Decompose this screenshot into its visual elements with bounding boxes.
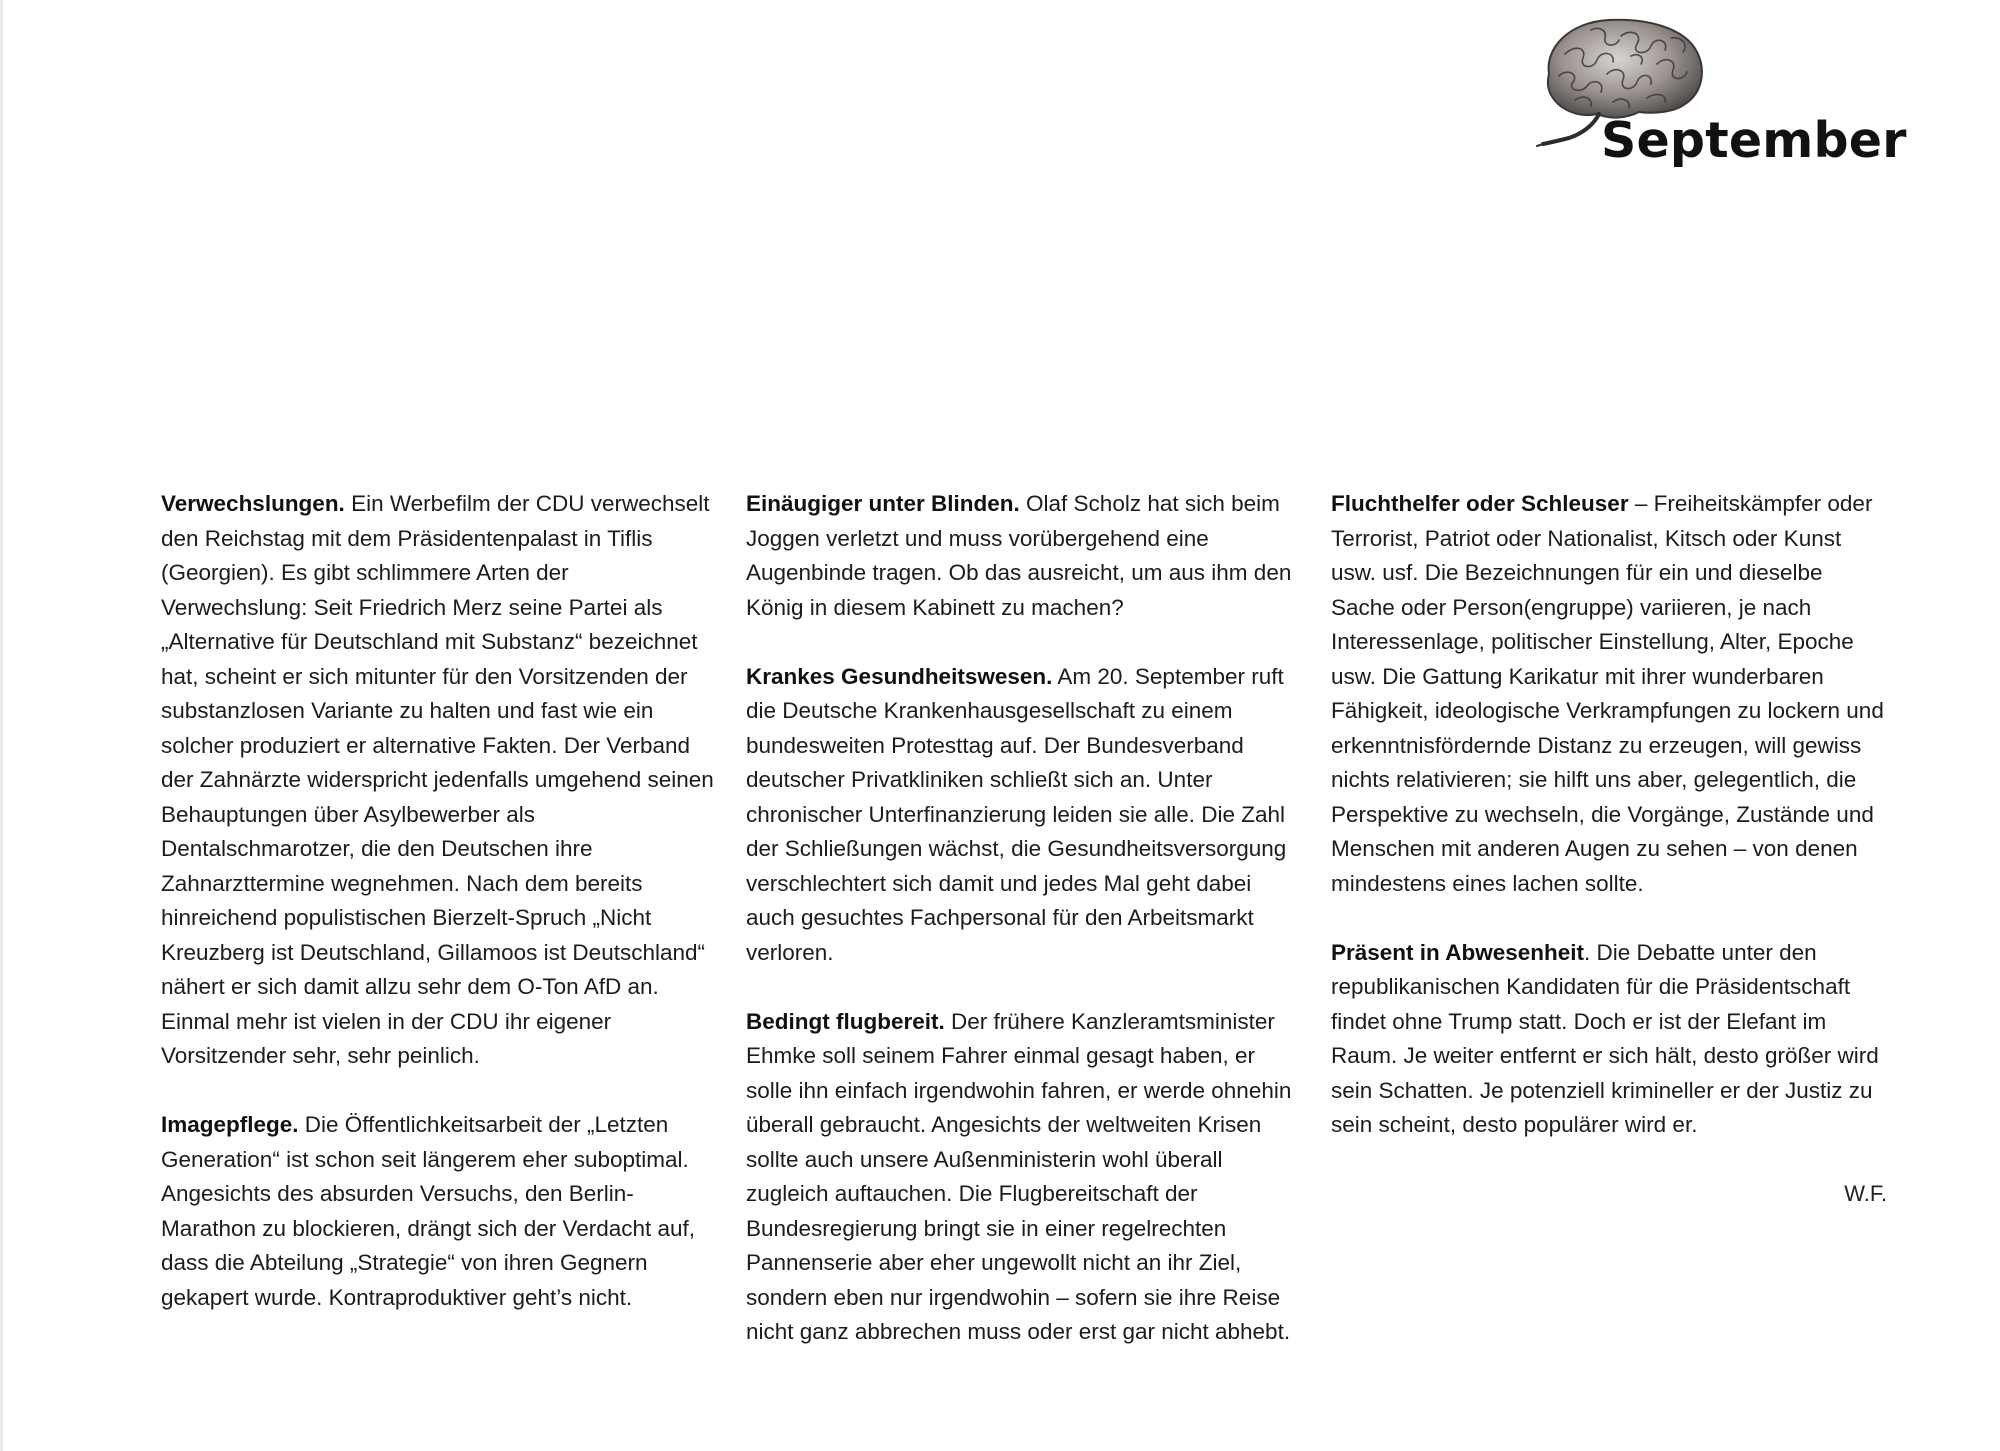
entry-bedingt-flugbereit [746, 1005, 1306, 1350]
entry-fluchthelfer [1331, 487, 1891, 901]
entry-krankes-gesundheitswesen [746, 660, 1306, 971]
entry-body: Ein Werbefilm der CDU verwechselt den Reichstag mit dem Präsidentenpalast in Tiflis (Georgien). Es gibt schlimmere Arten der Verwechslung: Seit Friedrich Merz seine Partei als „Alternative für Deutschland mit Substanz“ bezeichnet hat, scheint er sich mitunter für den Vorsitzenden der substanzlosen Variante zu halten und fast wie ein solcher produziert er alternative Fakten. Der Verband der Zahnärzte widerspricht jedenfalls umgehend seinen Behauptungen über Asylbewerber als Dentalschmarotzer, die den Deutschen ihre Zahnarzttermine wegnehmen. Nach dem bereits hinreichend populistischen Bierzelt-Spruch „Nicht Kreuzberg ist Deutschland, Gillamoos ist Deutschland“ nähert er sich damit allzu sehr dem O-Ton AfD an. Einmal mehr ist vielen in der CDU ihr eigener Vorsitzender sehr, sehr peinlich. [161, 491, 714, 1068]
entry-body: Olaf Scholz hat sich beim Joggen verletzt und muss vorübergehend eine Augenbinde tragen. Ob das ausreicht, um aus ihm den König in diesem Kabinett zu machen? [746, 491, 1292, 620]
entry-einaeugiger [746, 487, 1306, 625]
entry-title: Bedingt flugbereit. [746, 1008, 945, 1034]
entry-praesent-in-abwesenheit [1331, 936, 1891, 1143]
page-edge [0, 0, 3, 1451]
author-signature: W.F. [1844, 1181, 1887, 1206]
page-title: September [1601, 112, 1907, 169]
entry-body: Der frühere Kanzleramtsminister Ehmke soll seinem Fahrer einmal gesagt haben, er solle ihn einfach irgendwohin fahren, er werde ohnehin überall gebraucht. Angesichts der weltweiten Krisen sollte auch unsere Außenministerin wohl überall zugleich auftauchen. Die Flugbereitschaft der Bundesregierung bringt sie in einer regelrechten Pannenserie aber eher ungewollt nicht an ihr Ziel, sondern eben nur irgendwohin – sofern sie ihre Reise nicht ganz abbrechen muss oder erst gar nicht abhebt. [746, 1008, 1292, 1344]
entry-title: Krankes Gesundheitswesen. [746, 663, 1053, 689]
entry-imagepflege [161, 1108, 721, 1315]
entry-title: Präsent in Abwesenheit [1331, 939, 1584, 965]
entry-verwechslungen [161, 487, 721, 1074]
entry-title: Verwechslungen. [161, 491, 345, 516]
entry-body: Am 20. September ruft die Deutsche Krankenhausgesellschaft zu einem bundesweiten Protesttag auf. Der Bundesverband deutscher Privatkliniken schließt sich an. Unter chronischer Unterfinanzierung leiden sie alle. Die Zahl der Schließungen wächst, die Gesundheitsversorgung verschlechtert sich damit und jedes Mal geht dabei auch gesuchtes Fachpersonal für den Arbeitsmarkt verloren. [746, 663, 1287, 965]
column-middle [746, 487, 1306, 1384]
entry-body: . Die Debatte unter den republikanischen Kandidaten für die Präsidentschaft findet ohne Trump statt. Doch er ist der Elefant im Raum. Je weiter entfernt er sich hält, desto größer wird sein Schatten. Je potenziell krimineller er der Justiz zu sein scheint, desto populärer wird er. [1331, 939, 1879, 1137]
entry-title: Einäugiger unter Blinden. [746, 491, 1020, 516]
entry-body: Die Öffentlichkeitsarbeit der „Letzten Generation“ ist schon seit längerem eher suboptimal. Angesichts des absurden Versuchs, den Berlin-Marathon zu blockieren, drängt sich der Verdacht auf, dass die Abteilung „Strategie“ von ihren Gegnern gekapert wurde. Kontraproduktiver geht’s nicht. [161, 1112, 696, 1310]
masthead [1535, 14, 1907, 174]
entry-body: – Freiheitskämpfer oder Terrorist, Patriot oder Nationalist, Kitsch oder Kunst usw. usf. Die Bezeichnungen für ein und dieselbe Sache oder Person(engruppe) variieren, je nach Interessenlage, politischer Einstellung, Alter, Epoche usw. Die Gattung Karikatur mit ihrer wunderbaren Fähigkeit, ideologische Verkrampfungen zu lockern und erkenntnisfördernde Distanz zu erzeugen, will gewiss nichts relativieren; sie hilft uns aber, gelegentlich, die Perspektive zu wechseln, die Vorgänge, Zustände und Menschen mit anderen Augen zu sehen – von denen mindestens eines lachen sollte. [1331, 491, 1884, 896]
article-columns [161, 487, 1891, 1347]
entry-title: Imagepflege. [161, 1112, 299, 1137]
column-left [161, 487, 721, 1350]
entry-title: Fluchthelfer oder Schleuser [1331, 491, 1629, 516]
column-right [1331, 487, 1891, 1212]
